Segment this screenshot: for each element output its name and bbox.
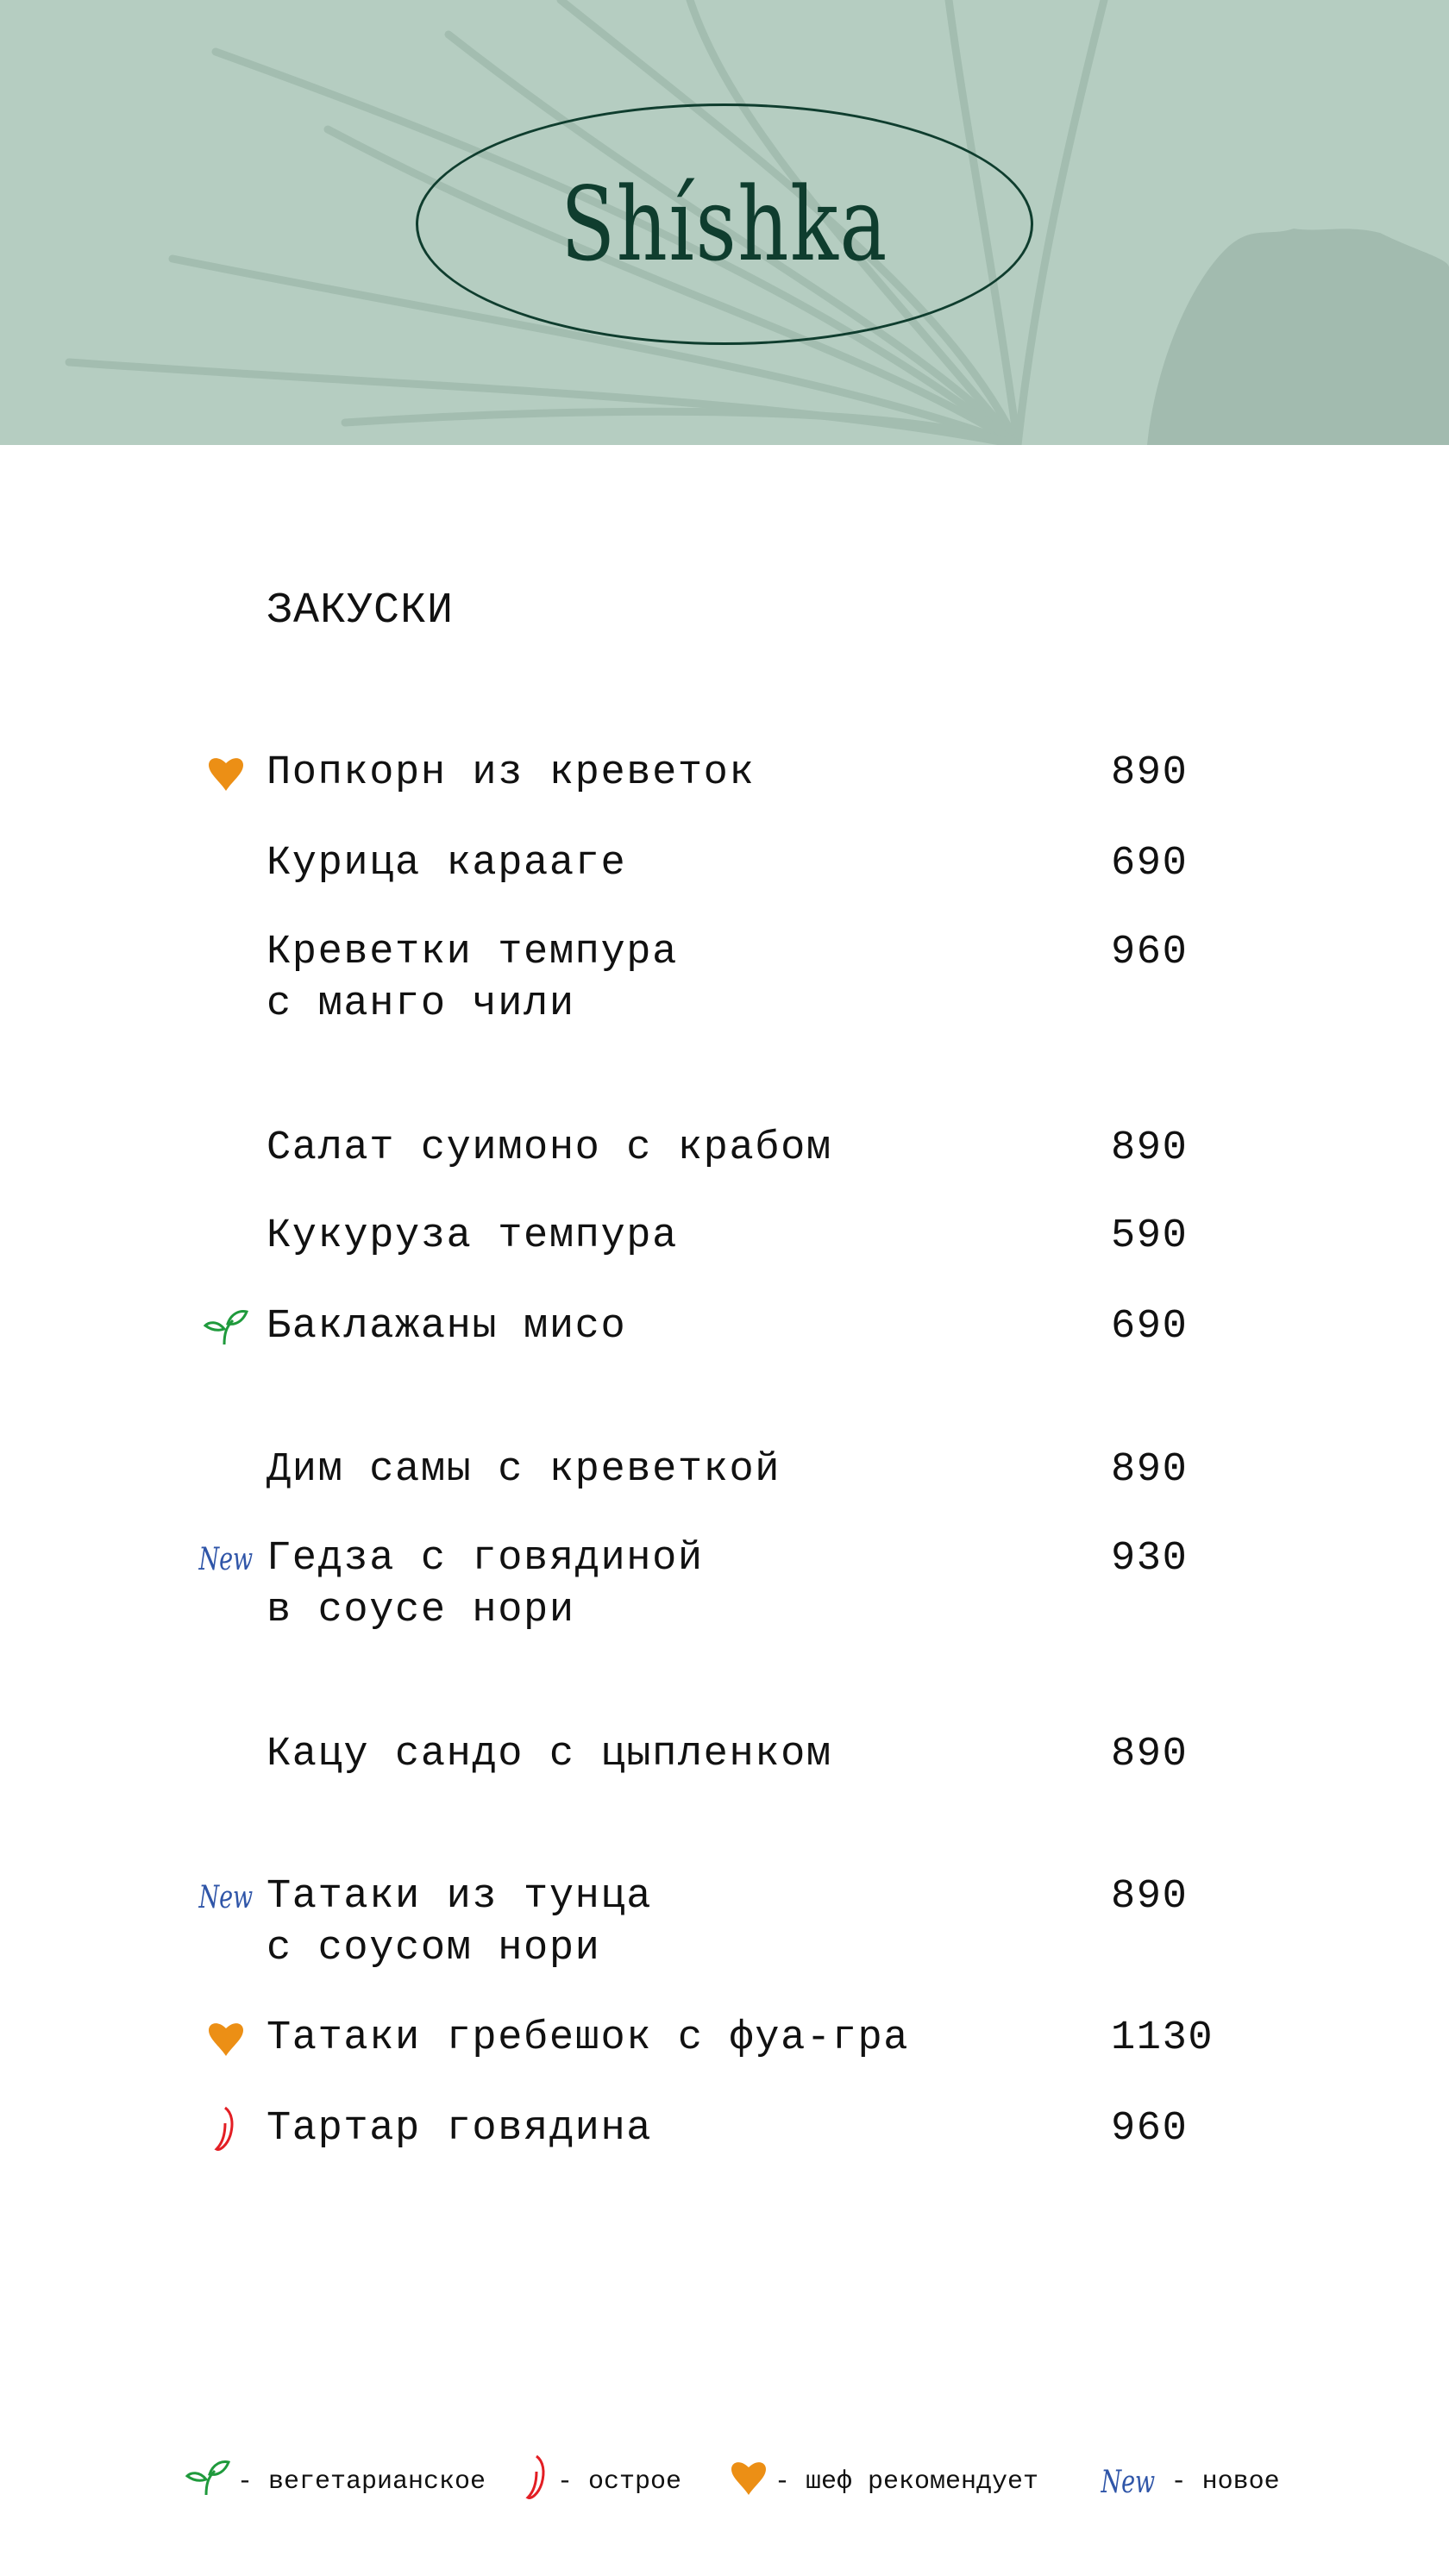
item-name: Попкорн из креветок	[267, 750, 756, 796]
item-name: Татаки гребешок с фуа-гра	[267, 2015, 910, 2061]
leaf-icon	[200, 1307, 252, 1348]
logo: Shíshka	[561, 165, 888, 284]
new-badge: New	[198, 1879, 254, 1915]
item-name: Гедза с говядиной в соусе нори	[267, 1536, 704, 1633]
legend-chef	[730, 2458, 1038, 2506]
item-name: Татаки из тунца с соусом нори	[267, 1874, 653, 1971]
item-name: Баклажаны мисо	[267, 1304, 627, 1350]
item-price: 890	[1111, 1447, 1189, 1493]
legend-spicy	[524, 2458, 681, 2506]
item-name: Тартар говядина	[267, 2106, 653, 2152]
item-name: Курица карааге	[267, 841, 627, 887]
item-price: 960	[1111, 930, 1189, 975]
item-price: 890	[1111, 1732, 1189, 1777]
item-price: 890	[1111, 750, 1189, 796]
item-price: 590	[1111, 1213, 1189, 1259]
item-price: 690	[1111, 1304, 1189, 1350]
item-name: Салат суимоно с крабом	[267, 1125, 832, 1171]
heart-icon	[200, 2018, 252, 2059]
legend-vegetarian	[185, 2458, 486, 2506]
item-name: Кукуруза темпура	[267, 1213, 678, 1259]
chili-icon	[524, 2454, 550, 2510]
item-price: 890	[1111, 1874, 1189, 1920]
header-banner	[0, 0, 1449, 445]
chili-icon	[200, 2109, 252, 2150]
legend	[0, 2458, 1449, 2506]
legend-new-label: - новое	[1170, 2467, 1280, 2497]
item-name: Креветки темпура с манго чили	[267, 930, 678, 1027]
legend-chef-label: - шеф рекомендует	[775, 2467, 1039, 2497]
section-title: ЗАКУСКИ	[267, 586, 455, 636]
new-badge: New	[198, 1541, 254, 1577]
item-price: 890	[1111, 1125, 1189, 1171]
legend-vegetarian-label: - вегетарианское	[237, 2467, 486, 2497]
item-price: 1130	[1111, 2015, 1214, 2061]
new-icon	[200, 1877, 252, 1918]
new-icon: New	[1101, 2464, 1156, 2500]
heart-icon	[200, 753, 252, 794]
legend-new	[1092, 2458, 1280, 2506]
item-name: Кацу сандо с цыпленком	[267, 1732, 832, 1777]
item-name: Дим самы с креветкой	[267, 1447, 781, 1493]
leaf-icon	[185, 2459, 230, 2505]
item-price: 960	[1111, 2106, 1189, 2152]
new-icon	[200, 1539, 252, 1580]
item-price: 690	[1111, 841, 1189, 887]
legend-spicy-label: - острое	[557, 2467, 682, 2497]
item-price: 930	[1111, 1536, 1189, 1582]
heart-icon	[730, 2459, 768, 2505]
